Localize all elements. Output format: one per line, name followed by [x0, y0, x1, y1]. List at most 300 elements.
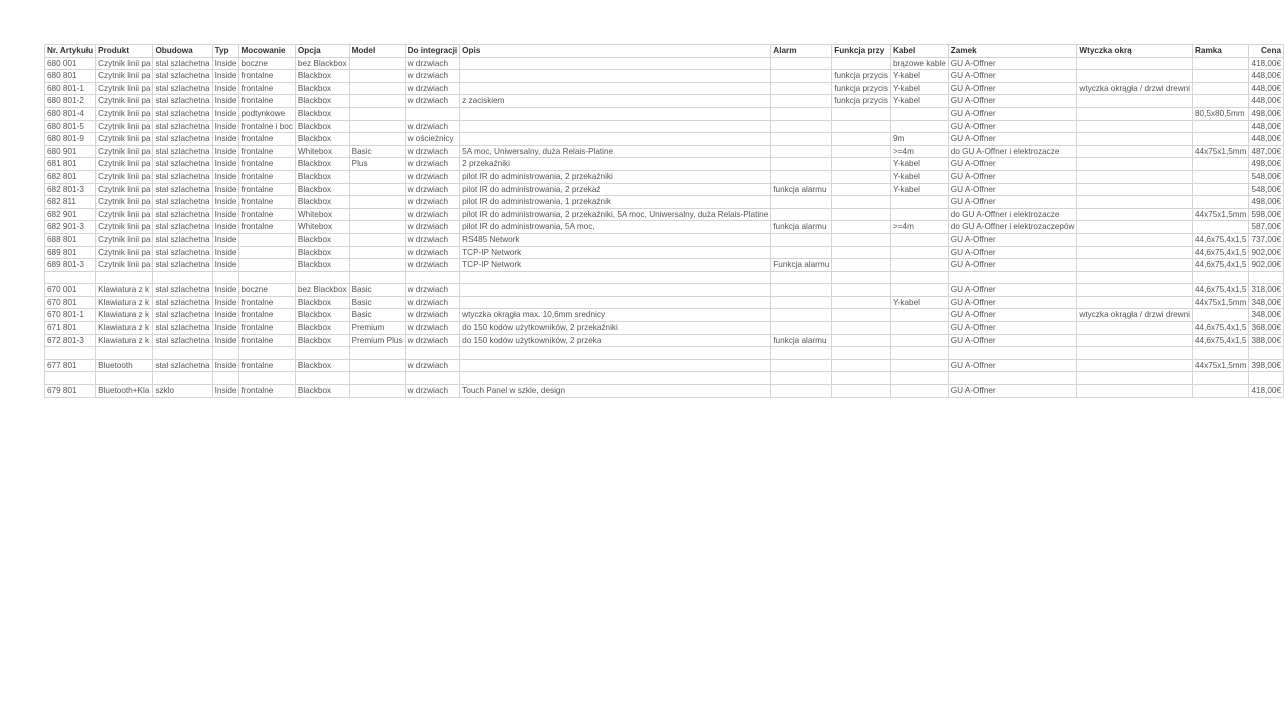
cell-produkt — [96, 372, 153, 385]
cell-model: Basic — [349, 284, 405, 297]
cell-mocowanie: frontalne — [239, 82, 295, 95]
cell-alarm — [771, 385, 832, 398]
cell-typ: Inside — [212, 284, 239, 297]
cell-mocowanie: frontalne — [239, 322, 295, 335]
cell-mocowanie — [239, 233, 295, 246]
cell-funkcja — [832, 133, 891, 146]
cell-model — [349, 347, 405, 360]
cell-do-integracji: w drzwiach — [405, 145, 460, 158]
cell-mocowanie — [239, 372, 295, 385]
cell-typ: Inside — [212, 120, 239, 133]
header-zamek: Zamek — [948, 45, 1077, 58]
cell-cena: 398,00€ — [1249, 359, 1284, 372]
cell-funkcja — [832, 196, 891, 209]
cell-cena — [1249, 372, 1284, 385]
cell-do-integracji — [405, 107, 460, 120]
cell-nr-artykulu: 670 801 — [45, 296, 96, 309]
cell-wtyczka — [1077, 284, 1193, 297]
cell-ramka: 44x75x1,5mm — [1192, 208, 1248, 221]
blank-row — [45, 271, 1284, 284]
cell-funkcja — [832, 385, 891, 398]
table-row — [45, 70, 1284, 83]
cell-mocowanie: frontalne — [239, 170, 295, 183]
cell-ramka — [1192, 95, 1248, 108]
cell-cena — [1249, 347, 1284, 360]
cell-zamek — [948, 347, 1077, 360]
cell-produkt: Czytnik linii pa — [96, 107, 153, 120]
cell-model — [349, 95, 405, 108]
cell-do-integracji: w drzwiach — [405, 70, 460, 83]
cell-produkt: Czytnik linii pa — [96, 170, 153, 183]
cell-nr-artykulu: 680 001 — [45, 57, 96, 70]
cell-opcja: Blackbox — [295, 95, 349, 108]
cell-opcja: Blackbox — [295, 120, 349, 133]
cell-model: Basic — [349, 145, 405, 158]
cell-funkcja — [832, 359, 891, 372]
cell-obudowa — [153, 372, 212, 385]
table-row — [45, 158, 1284, 171]
cell-opcja: Blackbox — [295, 133, 349, 146]
cell-alarm — [771, 82, 832, 95]
header-mocowanie: Mocowanie — [239, 45, 295, 58]
table-row — [45, 233, 1284, 246]
cell-nr-artykulu: 671 801 — [45, 322, 96, 335]
cell-obudowa: stal szlachetna — [153, 221, 212, 234]
cell-alarm — [771, 296, 832, 309]
cell-alarm — [771, 70, 832, 83]
cell-opis: pilot IR do administrowania, 2 przekaźniki — [460, 170, 771, 183]
cell-mocowanie: frontalne — [239, 221, 295, 234]
cell-produkt: Czytnik linii pa — [96, 145, 153, 158]
cell-zamek: GU A-Offner — [948, 57, 1077, 70]
cell-typ: Inside — [212, 95, 239, 108]
cell-kabel: Y-kabel — [890, 95, 948, 108]
cell-funkcja — [832, 233, 891, 246]
table-row — [45, 120, 1284, 133]
cell-funkcja — [832, 120, 891, 133]
cell-kabel — [890, 259, 948, 272]
cell-nr-artykulu: 682 901 — [45, 208, 96, 221]
cell-ramka: 44x75x1,5mm — [1192, 145, 1248, 158]
cell-typ: Inside — [212, 170, 239, 183]
cell-opcja — [295, 372, 349, 385]
cell-nr-artykulu: 680 801-4 — [45, 107, 96, 120]
header-typ: Typ — [212, 45, 239, 58]
cell-cena: 487,00€ — [1249, 145, 1284, 158]
cell-nr-artykulu — [45, 372, 96, 385]
table-row — [45, 359, 1284, 372]
cell-ramka: 44,6x75,4x1,5 — [1192, 259, 1248, 272]
cell-mocowanie: frontalne — [239, 208, 295, 221]
cell-ramka — [1192, 57, 1248, 70]
header-row — [45, 45, 1284, 58]
cell-zamek: GU A-Offner — [948, 95, 1077, 108]
cell-obudowa: stal szlachetna — [153, 57, 212, 70]
cell-opcja: Whitebox — [295, 145, 349, 158]
cell-opcja: Blackbox — [295, 82, 349, 95]
cell-model — [349, 271, 405, 284]
cell-typ: Inside — [212, 322, 239, 335]
cell-ramka — [1192, 133, 1248, 146]
cell-wtyczka — [1077, 359, 1193, 372]
cell-funkcja — [832, 57, 891, 70]
cell-zamek: GU A-Offner — [948, 233, 1077, 246]
cell-model: Basic — [349, 296, 405, 309]
cell-wtyczka — [1077, 259, 1193, 272]
cell-typ: Inside — [212, 296, 239, 309]
cell-kabel: Y-kabel — [890, 70, 948, 83]
cell-model — [349, 82, 405, 95]
cell-produkt: Czytnik linii pa — [96, 133, 153, 146]
cell-kabel — [890, 334, 948, 347]
cell-obudowa: stal szlachetna — [153, 208, 212, 221]
table-row — [45, 208, 1284, 221]
cell-ramka — [1192, 221, 1248, 234]
cell-wtyczka: wtyczka okrągła / drzwi drewni — [1077, 82, 1193, 95]
cell-opis: do 150 kodów użytkowników, 2 przeka — [460, 334, 771, 347]
cell-produkt: Klawiatura z k — [96, 296, 153, 309]
cell-nr-artykulu: 680 801-1 — [45, 82, 96, 95]
product-price-table — [44, 44, 1284, 398]
header-alarm: Alarm — [771, 45, 832, 58]
cell-alarm — [771, 322, 832, 335]
cell-opis — [460, 359, 771, 372]
table-row — [45, 170, 1284, 183]
cell-cena: 548,00€ — [1249, 170, 1284, 183]
cell-cena: 548,00€ — [1249, 183, 1284, 196]
cell-ramka: 44,6x75,4x1,5 — [1192, 284, 1248, 297]
cell-opis: do 150 kodów użytkowników, 2 przekaźniki — [460, 322, 771, 335]
cell-ramka — [1192, 158, 1248, 171]
cell-zamek: GU A-Offner — [948, 183, 1077, 196]
cell-mocowanie — [239, 259, 295, 272]
cell-wtyczka — [1077, 296, 1193, 309]
cell-opcja — [295, 347, 349, 360]
cell-obudowa: stal szlachetna — [153, 70, 212, 83]
cell-cena: 498,00€ — [1249, 107, 1284, 120]
cell-kabel — [890, 385, 948, 398]
cell-produkt: Klawiatura z k — [96, 284, 153, 297]
cell-obudowa: stal szlachetna — [153, 296, 212, 309]
cell-mocowanie: frontalne — [239, 145, 295, 158]
cell-wtyczka — [1077, 170, 1193, 183]
cell-model — [349, 70, 405, 83]
cell-opis — [460, 107, 771, 120]
table-row — [45, 334, 1284, 347]
table-row — [45, 57, 1284, 70]
cell-zamek: GU A-Offner — [948, 334, 1077, 347]
cell-typ — [212, 347, 239, 360]
cell-alarm — [771, 107, 832, 120]
cell-wtyczka — [1077, 57, 1193, 70]
cell-ramka: 44x75x1,5mm — [1192, 359, 1248, 372]
cell-nr-artykulu: 680 901 — [45, 145, 96, 158]
cell-alarm: funkcja alarmu — [771, 334, 832, 347]
cell-mocowanie: frontalne — [239, 70, 295, 83]
cell-kabel — [890, 107, 948, 120]
cell-mocowanie: boczne — [239, 57, 295, 70]
cell-opcja: Blackbox — [295, 70, 349, 83]
table-row — [45, 82, 1284, 95]
cell-zamek: GU A-Offner — [948, 259, 1077, 272]
cell-wtyczka — [1077, 145, 1193, 158]
cell-zamek: GU A-Offner — [948, 120, 1077, 133]
cell-opis — [460, 57, 771, 70]
cell-wtyczka — [1077, 107, 1193, 120]
cell-nr-artykulu: 682 801 — [45, 170, 96, 183]
cell-funkcja: funkcja przycis — [832, 70, 891, 83]
cell-nr-artykulu: 682 801-3 — [45, 183, 96, 196]
cell-kabel — [890, 233, 948, 246]
cell-model — [349, 208, 405, 221]
cell-cena: 448,00€ — [1249, 95, 1284, 108]
cell-mocowanie: frontalne — [239, 158, 295, 171]
cell-nr-artykulu: 682 901-3 — [45, 221, 96, 234]
cell-cena: 368,00€ — [1249, 322, 1284, 335]
cell-kabel — [890, 359, 948, 372]
table-row — [45, 246, 1284, 259]
cell-nr-artykulu — [45, 271, 96, 284]
cell-wtyczka — [1077, 385, 1193, 398]
cell-nr-artykulu: 679 801 — [45, 385, 96, 398]
cell-do-integracji: w drzwiach — [405, 82, 460, 95]
cell-model: Premium Plus — [349, 334, 405, 347]
cell-kabel: brązowe kable — [890, 57, 948, 70]
cell-opis — [460, 133, 771, 146]
cell-do-integracji: w drzwiach — [405, 170, 460, 183]
cell-model — [349, 120, 405, 133]
cell-mocowanie: frontalne — [239, 196, 295, 209]
cell-funkcja — [832, 296, 891, 309]
table-row — [45, 296, 1284, 309]
cell-funkcja — [832, 158, 891, 171]
cell-alarm: funkcja alarmu — [771, 183, 832, 196]
cell-produkt: Klawiatura z k — [96, 334, 153, 347]
cell-zamek: GU A-Offner — [948, 107, 1077, 120]
cell-alarm — [771, 133, 832, 146]
cell-model — [349, 183, 405, 196]
cell-do-integracji: w drzwiach — [405, 334, 460, 347]
cell-cena: 448,00€ — [1249, 120, 1284, 133]
cell-nr-artykulu: 688 801 — [45, 233, 96, 246]
cell-opis — [460, 296, 771, 309]
cell-opcja: Blackbox — [295, 107, 349, 120]
cell-do-integracji: w drzwiach — [405, 259, 460, 272]
cell-opcja: Blackbox — [295, 334, 349, 347]
cell-zamek: GU A-Offner — [948, 82, 1077, 95]
cell-nr-artykulu: 680 801-5 — [45, 120, 96, 133]
cell-kabel: 9m — [890, 133, 948, 146]
cell-wtyczka: wtyczka okrągła / drzwi drewni — [1077, 309, 1193, 322]
cell-typ: Inside — [212, 246, 239, 259]
cell-obudowa: stal szlachetna — [153, 183, 212, 196]
cell-wtyczka — [1077, 133, 1193, 146]
cell-typ: Inside — [212, 233, 239, 246]
cell-zamek: GU A-Offner — [948, 170, 1077, 183]
cell-model — [349, 170, 405, 183]
cell-opcja: Whitebox — [295, 208, 349, 221]
cell-cena: 902,00€ — [1249, 259, 1284, 272]
cell-alarm — [771, 359, 832, 372]
cell-alarm — [771, 309, 832, 322]
cell-alarm — [771, 347, 832, 360]
cell-model: Premium — [349, 322, 405, 335]
cell-typ: Inside — [212, 183, 239, 196]
cell-funkcja: funkcja przycis — [832, 82, 891, 95]
cell-mocowanie: podtynkowe — [239, 107, 295, 120]
cell-do-integracji: w drzwiach — [405, 120, 460, 133]
cell-kabel: >=4m — [890, 221, 948, 234]
cell-produkt: Czytnik linii pa — [96, 82, 153, 95]
cell-produkt: Czytnik linii pa — [96, 70, 153, 83]
cell-produkt: Bluetooth+Kla — [96, 385, 153, 398]
cell-zamek: do GU A-Offner i elektrozacze — [948, 208, 1077, 221]
cell-opis: Touch Panel w szkle, design — [460, 385, 771, 398]
cell-produkt: Czytnik linii pa — [96, 57, 153, 70]
cell-cena: 318,00€ — [1249, 284, 1284, 297]
cell-model — [349, 246, 405, 259]
cell-opcja: Whitebox — [295, 221, 349, 234]
table-row — [45, 145, 1284, 158]
cell-produkt: Czytnik linii pa — [96, 95, 153, 108]
cell-do-integracji — [405, 347, 460, 360]
cell-typ: Inside — [212, 107, 239, 120]
cell-model — [349, 107, 405, 120]
cell-produkt: Czytnik linii pa — [96, 259, 153, 272]
cell-cena: 448,00€ — [1249, 133, 1284, 146]
cell-do-integracji: w drzwiach — [405, 183, 460, 196]
cell-opis — [460, 347, 771, 360]
cell-opis: z zaciskiem — [460, 95, 771, 108]
cell-opis — [460, 271, 771, 284]
cell-wtyczka — [1077, 208, 1193, 221]
cell-do-integracji: w drzwiach — [405, 95, 460, 108]
header-model: Model — [349, 45, 405, 58]
blank-row — [45, 372, 1284, 385]
cell-ramka: 44,6x75,4x1,5 — [1192, 334, 1248, 347]
cell-ramka: 44,6x75,4x1,5 — [1192, 322, 1248, 335]
cell-do-integracji: w drzwiach — [405, 221, 460, 234]
table-row — [45, 309, 1284, 322]
cell-typ: Inside — [212, 359, 239, 372]
cell-zamek: GU A-Offner — [948, 359, 1077, 372]
cell-produkt: Czytnik linii pa — [96, 158, 153, 171]
cell-zamek: do GU A-Offner i elektrozaczepów — [948, 221, 1077, 234]
cell-funkcja — [832, 107, 891, 120]
cell-typ: Inside — [212, 259, 239, 272]
cell-wtyczka — [1077, 271, 1193, 284]
cell-do-integracji: w drzwiach — [405, 233, 460, 246]
header-do-integracji: Do integracji — [405, 45, 460, 58]
cell-kabel: Y-kabel — [890, 170, 948, 183]
cell-wtyczka — [1077, 322, 1193, 335]
cell-ramka — [1192, 372, 1248, 385]
cell-obudowa: stal szlachetna — [153, 259, 212, 272]
cell-opis: TCP-IP Network — [460, 259, 771, 272]
cell-ramka: 44x75x1,5mm — [1192, 296, 1248, 309]
cell-produkt: Czytnik linii pa — [96, 183, 153, 196]
cell-mocowanie: frontalne — [239, 385, 295, 398]
cell-funkcja — [832, 334, 891, 347]
table-row — [45, 385, 1284, 398]
cell-opis: RS485 Network — [460, 233, 771, 246]
cell-nr-artykulu: 680 801 — [45, 70, 96, 83]
cell-model: Basic — [349, 309, 405, 322]
cell-ramka: 44,6x75,4x1,5 — [1192, 233, 1248, 246]
cell-ramka — [1192, 309, 1248, 322]
table-row — [45, 284, 1284, 297]
cell-wtyczka — [1077, 246, 1193, 259]
cell-do-integracji: w drzwiach — [405, 359, 460, 372]
cell-wtyczka — [1077, 70, 1193, 83]
cell-ramka — [1192, 196, 1248, 209]
cell-produkt: Czytnik linii pa — [96, 120, 153, 133]
table-row — [45, 322, 1284, 335]
cell-obudowa: stal szlachetna — [153, 82, 212, 95]
cell-nr-artykulu: 670 801-1 — [45, 309, 96, 322]
cell-ramka — [1192, 385, 1248, 398]
cell-opcja: Blackbox — [295, 233, 349, 246]
cell-funkcja — [832, 271, 891, 284]
cell-obudowa: stal szlachetna — [153, 120, 212, 133]
cell-obudowa: stal szlachetna — [153, 322, 212, 335]
cell-typ: Inside — [212, 309, 239, 322]
cell-cena: 448,00€ — [1249, 70, 1284, 83]
cell-do-integracji — [405, 271, 460, 284]
cell-obudowa: stal szlachetna — [153, 158, 212, 171]
cell-wtyczka — [1077, 334, 1193, 347]
cell-produkt — [96, 347, 153, 360]
cell-cena: 448,00€ — [1249, 82, 1284, 95]
cell-typ — [212, 271, 239, 284]
cell-obudowa: stal szlachetna — [153, 145, 212, 158]
cell-cena: 498,00€ — [1249, 196, 1284, 209]
cell-wtyczka — [1077, 347, 1193, 360]
cell-opis — [460, 120, 771, 133]
cell-wtyczka — [1077, 120, 1193, 133]
cell-wtyczka — [1077, 158, 1193, 171]
cell-typ: Inside — [212, 145, 239, 158]
header-ramka: Ramka — [1192, 45, 1248, 58]
cell-kabel: Y-kabel — [890, 183, 948, 196]
cell-zamek: GU A-Offner — [948, 70, 1077, 83]
cell-opis: pilot IR do administrowania, 2 przekaź — [460, 183, 771, 196]
cell-produkt — [96, 271, 153, 284]
cell-opis: pilot IR do administrowania, 1 przekaźnik — [460, 196, 771, 209]
cell-ramka — [1192, 183, 1248, 196]
cell-typ: Inside — [212, 158, 239, 171]
cell-alarm — [771, 271, 832, 284]
cell-ramka — [1192, 347, 1248, 360]
cell-obudowa: stal szlachetna — [153, 334, 212, 347]
cell-do-integracji: w drzwiach — [405, 208, 460, 221]
cell-alarm — [771, 158, 832, 171]
cell-zamek: do GU A-Offner i elektrozacze — [948, 145, 1077, 158]
cell-typ: Inside — [212, 82, 239, 95]
cell-obudowa: stal szlachetna — [153, 107, 212, 120]
table-body — [45, 57, 1284, 397]
cell-model — [349, 385, 405, 398]
cell-typ: Inside — [212, 57, 239, 70]
cell-do-integracji: w drzwiach — [405, 196, 460, 209]
cell-mocowanie — [239, 347, 295, 360]
cell-kabel: Y-kabel — [890, 158, 948, 171]
cell-do-integracji: w drzwiach — [405, 246, 460, 259]
cell-produkt: Czytnik linii pa — [96, 246, 153, 259]
cell-opcja: Blackbox — [295, 170, 349, 183]
cell-model: Plus — [349, 158, 405, 171]
cell-nr-artykulu — [45, 347, 96, 360]
